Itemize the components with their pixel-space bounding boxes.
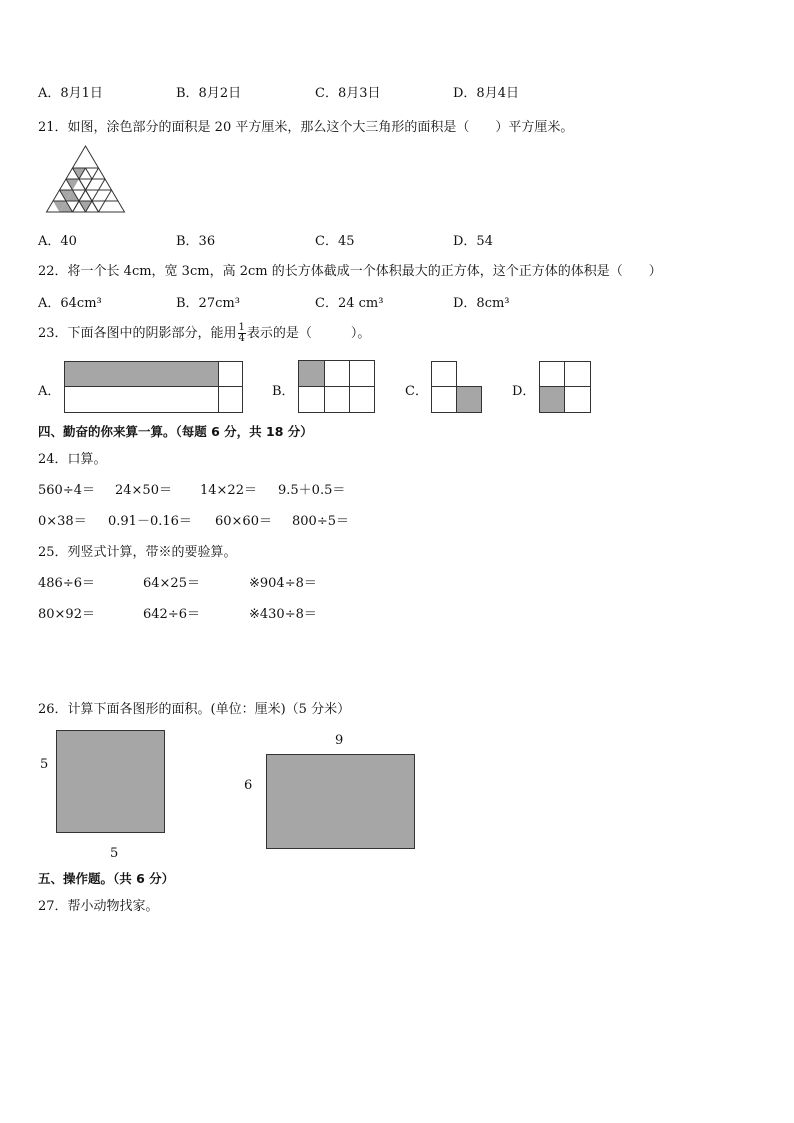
q22-option-b: B．27cm³ (176, 296, 240, 311)
fraction-denominator: 4 (238, 333, 245, 344)
q23-prefix: 23．下面各图中的阴影部分，能用 (38, 326, 237, 341)
q24-item: 14×22＝ (200, 483, 257, 498)
q24-item: 60×60＝ (215, 514, 272, 529)
q24-item: 9.5＋0.5＝ (278, 483, 346, 498)
section5-title: 五、操作题。（共 6 分） (38, 871, 175, 886)
shaded-triangle (66, 179, 79, 190)
q24-item: 0×38＝ (38, 514, 87, 529)
figure-c-cell (431, 361, 457, 387)
figure-a-cell (64, 386, 219, 413)
q23-label-b: B． (272, 384, 295, 399)
q22-option-d: D．8cm³ (453, 296, 510, 311)
figure-b-shaded-cell (298, 360, 325, 387)
figure-c-cell (431, 386, 457, 413)
q23-question (38, 322, 370, 344)
q24-item: 800÷5＝ (292, 514, 349, 529)
figure-a-shaded-bar (64, 361, 219, 387)
q25-item: 642÷6＝ (143, 607, 200, 622)
q23-suffix: 表示的是（ ）。 (246, 326, 371, 341)
q21-option-b: B．36 (176, 234, 216, 249)
square-bottom-label: 5 (110, 846, 119, 861)
square-figure (56, 730, 165, 833)
q25-item: 486÷6＝ (38, 576, 95, 591)
q24-item: 24×50＝ (115, 483, 172, 498)
q22-option-c: C．24 cm³ (315, 296, 384, 311)
shaded-triangle (79, 201, 92, 212)
figure-d-shaded-cell (539, 386, 565, 413)
figure-b-cell (324, 386, 350, 413)
q25-item: 80×92＝ (38, 607, 95, 622)
figure-c-shaded-cell (456, 386, 482, 413)
triangle-figure (42, 143, 126, 215)
fraction-one-quarter (238, 323, 246, 344)
figure-d-cell (564, 386, 591, 413)
figure-b-cell (349, 360, 375, 387)
q20-option-b: B．8月2日 (176, 86, 242, 101)
square-side-label: 5 (40, 757, 49, 772)
q22-option-a: A．64cm³ (38, 296, 102, 311)
q24-item: 0.91－0.16＝ (108, 514, 192, 529)
q20-option-c: C．8月3日 (315, 86, 381, 101)
q20-option-a: A．8月1日 (38, 86, 103, 101)
figure-b-cell (349, 386, 375, 413)
q23-label-d: D． (512, 384, 536, 399)
q21-option-a: A．40 (38, 234, 77, 249)
figure-d-cell (564, 361, 591, 387)
q25-item: ※904÷8＝ (249, 576, 317, 591)
q26-question: 26．计算下面各图形的面积。(单位：厘米)（5 分米） (38, 702, 351, 717)
figure-d-cell (539, 361, 565, 387)
section4-title: 四、勤奋的你来算一算。（每题 6 分，共 18 分） (38, 424, 313, 439)
q21-question: 21．如图，涂色部分的面积是 20 平方厘米，那么这个大三角形的面积是（ ）平方厘米。 (38, 120, 574, 135)
q21-option-c: C．45 (315, 234, 355, 249)
q23-label-c: C． (405, 384, 428, 399)
q27-question: 27．帮小动物找家。 (38, 899, 159, 914)
q20-option-d: D．8月4日 (453, 86, 519, 101)
q25-item: ※430÷8＝ (249, 607, 317, 622)
figure-a-cell (218, 361, 243, 387)
q21-option-d: D．54 (453, 234, 493, 249)
rectangle-figure (266, 754, 415, 849)
q24-item: 560÷4＝ (38, 483, 95, 498)
q25-question: 25．列竖式计算，带※的要验算。 (38, 545, 237, 560)
q23-label-a: A． (38, 384, 61, 399)
rectangle-side-label: 6 (244, 778, 253, 793)
q24-question: 24．口算。 (38, 452, 107, 467)
q22-question: 22．将一个长 4cm，宽 3cm，高 2cm 的长方体截成一个体积最大的正方体，这个正方体的体积是（ ） (38, 264, 662, 279)
figure-a-cell (218, 386, 243, 413)
figure-b-cell (298, 386, 325, 413)
shaded-triangle (73, 168, 86, 179)
figure-b-cell (324, 360, 350, 387)
fraction-numerator: 1 (238, 322, 245, 333)
q25-item: 64×25＝ (143, 576, 200, 591)
rectangle-top-label: 9 (335, 733, 344, 748)
